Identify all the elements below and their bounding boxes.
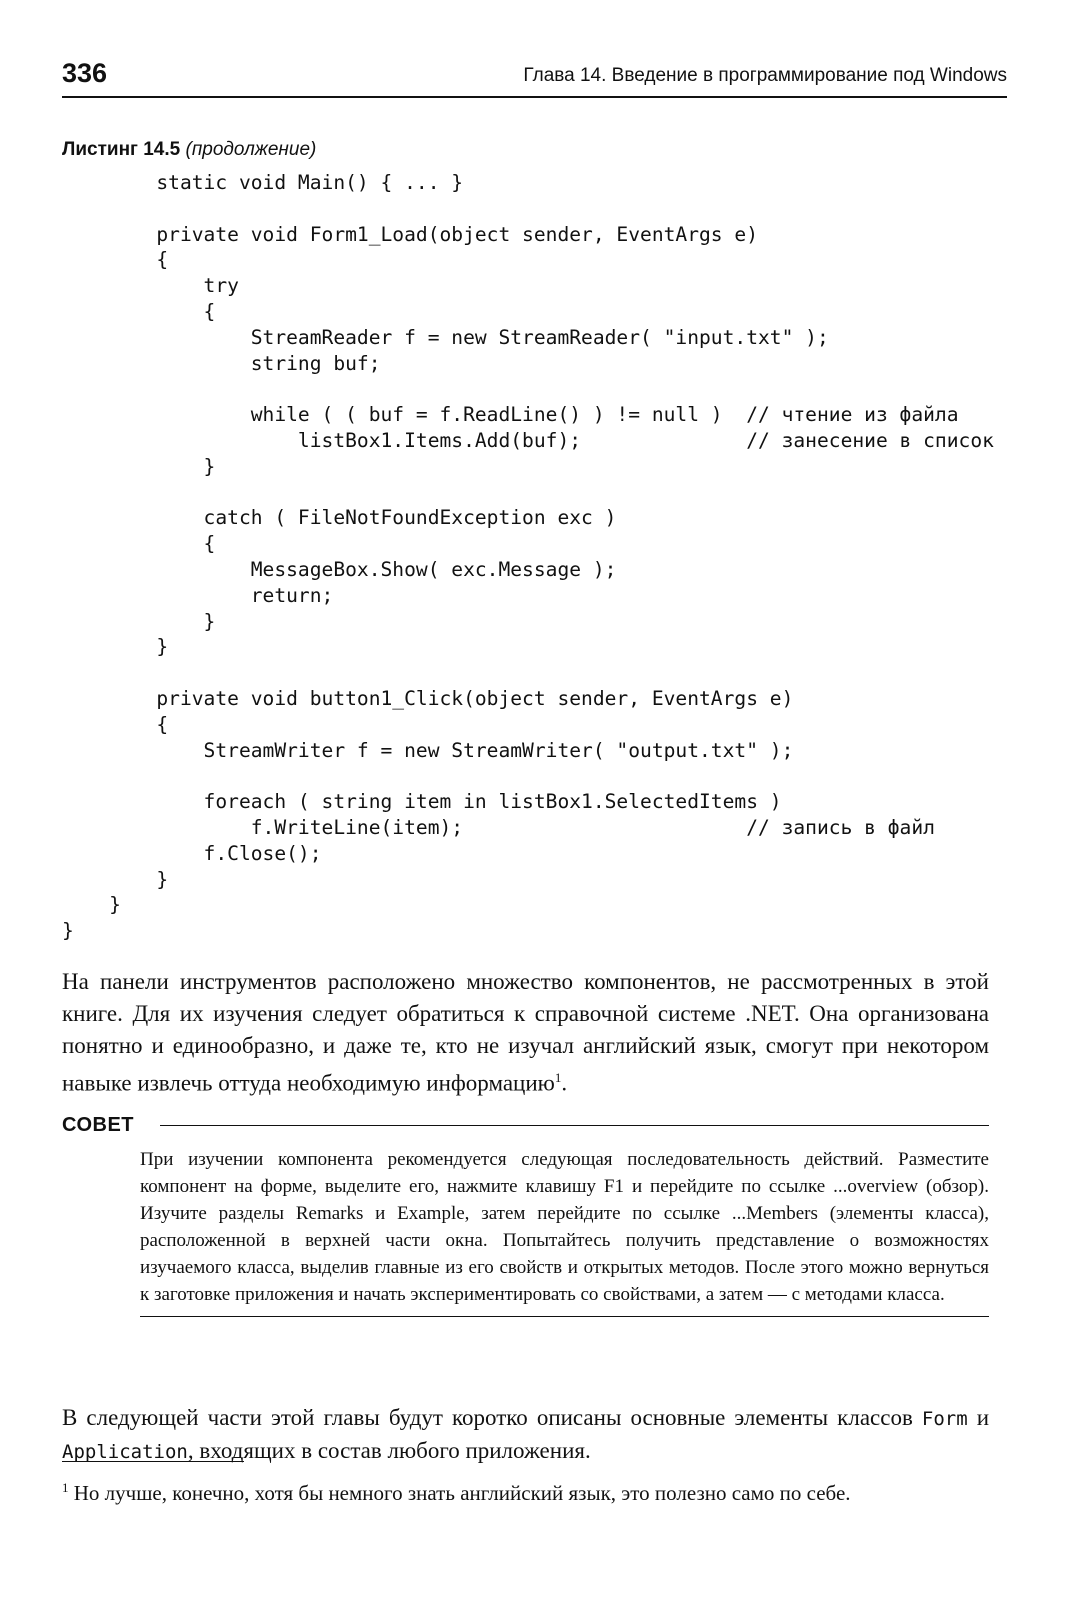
- code-line: [62, 763, 994, 789]
- footnote-mark: 1: [62, 1480, 69, 1495]
- tip-bottom-rule: [140, 1316, 989, 1317]
- tip-box: [62, 1112, 989, 1317]
- tip-label: СОВЕТ: [62, 1114, 135, 1136]
- code-line: static void Main() { ... }: [62, 171, 464, 194]
- listing-caption: [62, 138, 316, 162]
- tip-body: При изучении компонента рекомендуется следующая последовательность действий. Разместите компонент на форме, выделите его, нажмите клавишу F1 и перейдите по ссылке ...overview (обзор). Изучите разделы Remarks и Example, затем перейдите по ссылке ...Members (элементы класса), расположенной в верхней части окна. Попытайтесь получить представление о возможностях изучаемого класса, выделив главные из его свойств и открытых методов. После этого можно вернуться к заготовке приложения и начать экспериментировать со свойствами, а затем — с методами класса.: [140, 1149, 989, 1305]
- code-line: }: [62, 919, 74, 943]
- paragraph-toolbox-text: На панели инструментов расположено множество компонентов, не рассмотренных в этой книге. Для их изучения следует обратиться к справочной системе .NET. Она организована понятно и единообразно, и даже те, кто не изучал английский язык, смогут при некотором навыке извлечь оттуда необходимую информацию: [62, 969, 989, 1096]
- code-line: string buf;: [62, 351, 381, 375]
- code-line: StreamWriter f = new StreamWriter( "output.txt" );: [62, 738, 794, 762]
- code-line: {: [62, 712, 169, 736]
- code-line: [62, 376, 994, 402]
- code-line: listBox1.Items.Add(buf); // занесение в список: [62, 428, 994, 452]
- code-line: }: [62, 867, 169, 891]
- code-listing: [62, 170, 994, 944]
- code-application: Application: [62, 1441, 188, 1463]
- code-line: [62, 660, 994, 686]
- paragraph-next-text-end: , входящих в состав любого приложения.: [187, 1438, 591, 1463]
- code-line: [62, 196, 994, 222]
- footnote: [62, 1474, 989, 1507]
- listing-label: Листинг 14.5: [62, 139, 181, 160]
- code-line: foreach ( string item in listBox1.SelectedItems ): [62, 790, 782, 814]
- code-line: MessageBox.Show( exc.Message );: [62, 557, 617, 581]
- footnote-divider: [62, 1461, 244, 1462]
- code-line: }: [62, 609, 216, 633]
- code-line: {: [62, 532, 216, 556]
- code-line: [62, 480, 994, 506]
- paragraph-next-text-and: и: [976, 1405, 990, 1430]
- code-line: }: [62, 454, 216, 478]
- code-line: {: [62, 299, 216, 323]
- code-line: f.WriteLine(item); // запись в файл: [62, 815, 935, 839]
- paragraph-next-section: [62, 1402, 989, 1468]
- code-line: StreamReader f = new StreamReader( "input.txt" );: [62, 325, 829, 349]
- tip-top-rule: [160, 1125, 989, 1126]
- footnote-text: Но лучше, конечно, хотя бы немного знать английский язык, это полезно само по себе.: [73, 1481, 851, 1505]
- paragraph-next-text-start: В следующей части этой главы будут коротко описаны основные элементы классов: [62, 1405, 913, 1430]
- code-line: while ( ( buf = f.ReadLine() ) != null ) // чтение из файла: [62, 403, 959, 427]
- code-line: f.Close();: [62, 841, 322, 865]
- code-line: return;: [62, 583, 334, 607]
- chapter-title: Глава 14. Введение в программирование под Windows: [523, 65, 1007, 86]
- code-line: }: [62, 893, 121, 917]
- code-line: try: [62, 274, 239, 298]
- paragraph-toolbox: На панели инструментов расположено множество компонентов, не рассмотренных в этой книге. Для их изучения следует обратиться к справочной системе .NET. Она организована понятно и единообразно, и даже те, кто не изучал английский язык, смогут при некотором навыке извлечь оттуда необходимую информацию$^1$.: [62, 969, 989, 1096]
- footnote-reference: 1: [554, 1070, 562, 1085]
- code-form: Form: [921, 1408, 968, 1430]
- page-header: [62, 56, 1007, 98]
- tip-header: [62, 1112, 989, 1138]
- code-line: catch ( FileNotFoundException exc ): [62, 506, 617, 530]
- code-line: {: [62, 248, 169, 272]
- page-number: 336: [62, 58, 108, 88]
- code-line: }: [62, 635, 169, 659]
- code-line: private void Form1_Load(object sender, EventArgs e): [62, 222, 758, 246]
- code-line: private void button1_Click(object sender, EventArgs e): [62, 686, 794, 710]
- listing-note: (продолжение): [185, 139, 317, 160]
